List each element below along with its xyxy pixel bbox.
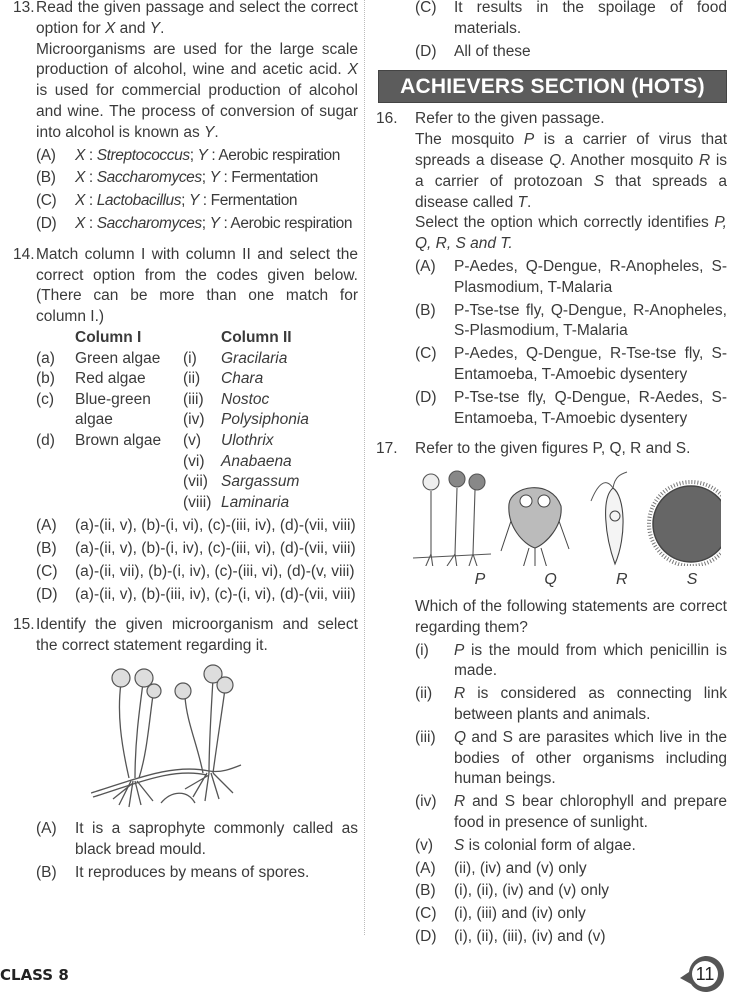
option-label: (B) — [36, 169, 56, 187]
option-label: (B) — [415, 882, 436, 900]
match-row — [36, 431, 358, 452]
question-stem — [36, 0, 358, 40]
row-label: (a) — [36, 349, 55, 367]
passage-text: . — [527, 193, 532, 211]
match-row — [36, 472, 358, 493]
option-label: (A) — [36, 146, 56, 164]
question-prompt: Which of the following statements are correct regarding them? — [415, 597, 727, 636]
passage-text: Microorganisms are used for the large scale production of alcohol, wine and acetic acid. — [36, 40, 358, 79]
row-roman: (viii) — [183, 493, 212, 511]
option-b[interactable] — [415, 881, 727, 902]
statement-var: P — [454, 641, 465, 659]
row-roman: (v) — [183, 431, 202, 449]
match-row — [36, 452, 358, 473]
column-2-item: Sargassum — [221, 473, 300, 491]
var-q: Q — [549, 151, 562, 169]
column-1-item: Red algae — [75, 370, 146, 388]
option-y-value: Aerobic respiration — [218, 146, 340, 164]
column-2-item: Ulothrix — [221, 431, 274, 449]
option-label: (B) — [36, 540, 57, 558]
column-2-item: Gracilaria — [221, 349, 288, 367]
option-d[interactable] — [415, 927, 727, 948]
column-2-item: Laminaria — [221, 493, 290, 511]
row-roman: (vi) — [183, 452, 205, 470]
stem-text: Read the given passage and select the correct option for — [36, 0, 358, 37]
column-2-item: Chara — [221, 370, 264, 388]
option-text: P-Aedes, Q-Dengue, R-Tse-tse fly, S-Entamoeba, T-Amoebic dysentery — [454, 345, 727, 383]
statement-label: (v) — [415, 836, 434, 854]
var-y: Y — [149, 19, 161, 37]
option-text: It is a saprophyte commonly called as black bread mould. — [75, 820, 358, 858]
question-15-continued — [372, 0, 727, 62]
column-1-header: Column I — [75, 328, 142, 346]
passage-text: . — [214, 123, 219, 141]
option-text: (i), (ii), (iii), (iv) and (v) — [454, 927, 606, 945]
column-1-item: algae — [75, 411, 113, 429]
option-d[interactable] — [36, 585, 358, 606]
statement-iv — [415, 792, 727, 834]
question-stem: Match column I with column II and select the correct option from the codes given below. (There can be more than one match for column I.) — [36, 245, 358, 326]
var-t: T — [517, 193, 528, 211]
option-x-value: Saccharomyces — [96, 169, 202, 187]
option-c[interactable] — [415, 904, 727, 925]
column-1-item: Brown algae — [75, 431, 162, 449]
option-c[interactable] — [415, 344, 727, 386]
option-y-value: Aerobic respiration — [230, 214, 353, 232]
option-label: (D) — [415, 927, 437, 945]
var-y: Y — [209, 214, 220, 232]
option-label: (C) — [415, 905, 437, 923]
option-text: It results in the spoilage of food materials. — [454, 0, 727, 37]
match-table — [36, 328, 358, 513]
question-intro: Refer to the given passage. — [415, 110, 605, 128]
statement-text: is the mould from which penicillin is made. — [454, 641, 727, 680]
statement-label: (iv) — [415, 793, 437, 811]
option-label: (B) — [36, 863, 57, 881]
question-intro: Refer to the given figures P, Q, R and S. — [415, 440, 691, 458]
passage-text: The mosquito — [415, 131, 524, 149]
option-a[interactable] — [415, 859, 727, 880]
option-label: (A) — [415, 859, 436, 877]
figure-label-s: S — [686, 571, 698, 589]
match-row — [36, 369, 358, 390]
option-text: (ii), (iv) and (v) only — [454, 859, 587, 877]
options — [415, 859, 727, 948]
column-1-item — [75, 452, 183, 473]
statement-iii — [415, 728, 727, 790]
options — [36, 516, 358, 605]
passage — [36, 40, 358, 144]
option-b[interactable] — [36, 863, 358, 884]
var-x: X — [75, 169, 85, 187]
figure-labels — [445, 570, 727, 591]
volvox-figure-s — [649, 482, 721, 566]
var-x: X — [75, 192, 85, 210]
option-y-value: Fermentation — [231, 169, 318, 187]
var-x: X — [75, 214, 85, 232]
row-label — [36, 493, 75, 514]
match-row — [36, 493, 358, 514]
question-17 — [372, 439, 727, 947]
statement-var: R — [454, 793, 466, 811]
right-column — [372, 0, 727, 948]
statement-v — [415, 836, 727, 857]
row-roman: (iv) — [183, 411, 205, 429]
question-number: 15. — [13, 616, 35, 634]
statement-text: is colonial form of algae. — [464, 836, 636, 854]
question-14 — [0, 245, 358, 606]
passage-text: . Another mosquito — [561, 151, 699, 169]
figure-label-r: R — [616, 571, 628, 589]
option-label: (D) — [36, 585, 58, 603]
prompt-text: Select the option which correctly identifies — [415, 214, 715, 232]
option-text: P-Tse-tse fly, Q-Dengue, R-Aedes, S-Entamoeba, T-Amoebic dysentery — [454, 388, 727, 427]
column-2-item: Polysiphonia — [221, 411, 309, 429]
column-1-item: Blue-green — [75, 390, 151, 408]
column-1-item: Green algae — [75, 349, 161, 367]
passage-text: is a carrier of virus that spreads a disease — [415, 131, 728, 169]
options — [415, 257, 727, 429]
statement-text: and S are parasites which live in the bodies of other organisms including human beings. — [454, 728, 727, 788]
passage-text: that spreads a disease called — [415, 172, 727, 211]
option-a[interactable] — [36, 516, 358, 537]
option-text: P-Tse-tse fly, Q-Dengue, R-Anopheles, S-Plasmodium, T-Malaria — [454, 301, 727, 340]
option-a[interactable] — [36, 819, 358, 861]
prompt-vars: P, Q, R, S and T. — [415, 214, 727, 253]
statement-var: Q — [454, 728, 467, 746]
column-1-item — [75, 493, 183, 514]
option-b[interactable] — [415, 301, 727, 343]
figure-label-q: Q — [544, 571, 557, 589]
row-label — [36, 452, 75, 473]
option-b[interactable] — [36, 539, 358, 560]
euglena-figure-r — [591, 472, 627, 564]
figure-label-p: P — [474, 571, 486, 589]
option-label: (A) — [36, 820, 57, 838]
var-y: Y — [204, 123, 215, 141]
bread-mould-illustration — [91, 663, 251, 815]
option-d[interactable] — [415, 388, 727, 430]
organism-figures — [401, 466, 721, 566]
var-p: P — [523, 131, 535, 149]
question-prompt — [415, 213, 727, 255]
option-label: (A) — [415, 257, 436, 275]
column-divider — [364, 0, 365, 935]
column-1-item — [75, 472, 183, 493]
option-y-value: Fermentation — [210, 192, 298, 210]
question-number: 14. — [13, 245, 35, 263]
statement-label: (iii) — [415, 728, 436, 746]
stem-text: . — [160, 19, 165, 37]
option-a[interactable]: (A) X : Streptococcus; Y : Aerobic respiration — [36, 146, 358, 167]
row-roman: (i) — [183, 349, 197, 367]
left-column — [0, 0, 358, 883]
option-text: P-Aedes, Q-Dengue, R-Anopheles, S-Plasmodium, T-Malaria — [454, 257, 727, 296]
option-c[interactable] — [36, 562, 358, 583]
row-roman: (ii) — [183, 370, 201, 388]
row-roman: (vii) — [183, 473, 208, 491]
row-label: (c) — [36, 390, 55, 408]
option-label: (C) — [415, 0, 437, 16]
option-text: (a)-(ii, v), (b)-(i, iv), (c)-(iii, vi), (d)-(vii, viii) — [75, 540, 356, 558]
option-text: (a)-(ii, v), (b)-(iii, iv), (c)-(i, vi), (d)-(vii, viii) — [75, 585, 356, 603]
statement-var: R — [454, 685, 466, 703]
page-number: 11 — [695, 964, 715, 984]
giardia-figure-q — [501, 488, 569, 566]
statement-i — [415, 641, 727, 683]
match-row — [36, 410, 358, 431]
option-label: (C) — [36, 192, 57, 210]
option-d[interactable]: (D) X : Saccharomyces; Y : Aerobic respiration — [36, 214, 358, 235]
option-a[interactable] — [415, 257, 727, 299]
question-13 — [0, 0, 358, 235]
var-r: R — [698, 151, 711, 169]
option-text: (i), (ii), (iv) and (v) only — [454, 882, 610, 900]
row-label: (d) — [36, 431, 55, 449]
var-x: X — [347, 61, 358, 79]
passage — [415, 130, 727, 213]
options — [36, 819, 358, 883]
var-x: X — [104, 19, 116, 37]
column-2-item: Nostoc — [221, 390, 270, 408]
option-c[interactable] — [415, 0, 727, 40]
mould-figure-p — [413, 471, 491, 566]
option-text: (a)-(ii, v), (b)-(i, vi), (c)-(iii, iv), (d)-(vii, viii) — [75, 517, 356, 535]
row-label — [36, 410, 75, 431]
option-text: It reproduces by means of spores. — [75, 863, 310, 881]
question-15 — [0, 615, 358, 883]
question-16 — [372, 109, 727, 429]
option-label: (D) — [415, 42, 437, 60]
option-text: (a)-(ii, vii), (b)-(i, iv), (c)-(iii, vi), (d)-(v, viii) — [75, 562, 355, 580]
option-label: (A) — [36, 517, 57, 535]
option-label: (D) — [415, 388, 437, 406]
option-x-value: Saccharomyces — [96, 214, 202, 232]
var-x: X — [75, 146, 85, 164]
var-y: Y — [197, 146, 208, 164]
options — [36, 146, 358, 235]
match-header — [36, 328, 358, 349]
match-row — [36, 349, 358, 370]
row-label: (b) — [36, 370, 55, 388]
var-s: S — [593, 172, 605, 190]
statement-label: (i) — [415, 641, 429, 659]
var-y: Y — [188, 192, 199, 210]
section-banner: ACHIEVERS SECTION (HOTS) — [378, 70, 727, 103]
option-label: (D) — [36, 214, 57, 232]
match-row — [36, 390, 358, 411]
option-text: (i), (iii) and (iv) only — [454, 905, 586, 923]
option-label: (B) — [415, 301, 436, 319]
question-stem: Identify the given microorganism and select the correct statement regarding it. — [36, 616, 358, 655]
stem-text: and — [115, 19, 150, 37]
column-2-item: Anabaena — [221, 452, 292, 470]
statement-text: and S bear chlorophyll and prepare food in presence of sunlight. — [454, 793, 727, 831]
question-number: 16. — [376, 110, 398, 128]
row-label — [36, 472, 75, 493]
question-number: 13. — [13, 0, 35, 16]
option-d[interactable] — [415, 42, 727, 63]
option-x-value: Streptococcus — [96, 146, 190, 164]
statement-text: is considered as connecting link between plants and animals. — [454, 685, 727, 723]
row-roman: (iii) — [183, 390, 204, 408]
statement-label: (ii) — [415, 685, 433, 703]
option-text: All of these — [454, 42, 531, 60]
statements — [415, 641, 727, 857]
option-c[interactable]: (C) X : Lactobacillus; Y : Fermentation — [36, 191, 358, 212]
var-y: Y — [209, 169, 220, 187]
statement-ii — [415, 684, 727, 726]
option-b[interactable]: (B) X : Saccharomyces; Y : Fermentation — [36, 168, 358, 189]
option-x-value: Lactobacillus — [96, 192, 182, 210]
passage-text: is a carrier of protozoan — [415, 151, 728, 190]
column-2-header: Column II — [221, 328, 292, 346]
option-label: (C) — [415, 345, 437, 363]
passage-text: is used for commercial production of alcohol and wine. The process of conversion of sugar into alcohol is known as — [36, 82, 358, 141]
class-label: CLASS 8 — [0, 966, 69, 984]
question-number: 17. — [376, 440, 398, 458]
option-label: (C) — [36, 562, 58, 580]
statement-var: S — [454, 836, 465, 854]
